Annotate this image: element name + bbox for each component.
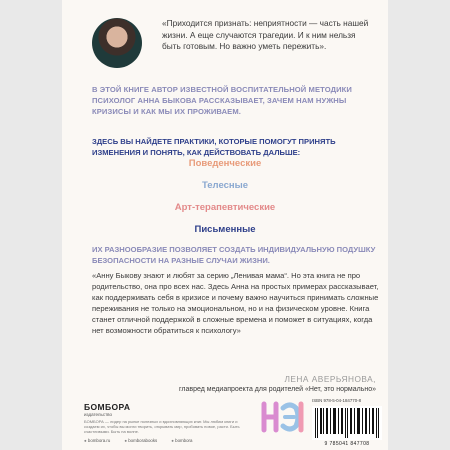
barcode-icon (312, 406, 382, 440)
author-quote: «Приходится признать: неприятности — часть нашей жизни. А еще случаются трагедии. И к ним нельзя быть готовым. Но важно уметь пережить». (162, 18, 369, 51)
method-body: Телесные (201, 180, 249, 191)
publisher-socials (84, 438, 192, 443)
publisher-logo: БОМБОРА (84, 402, 131, 412)
publisher-subtitle: издательство (84, 412, 112, 417)
isbn-label: ISBN 978-5-04-184770-8 (312, 398, 362, 403)
social-link-site[interactable]: ● bombora.ru (84, 438, 110, 443)
method-art-therapy: Арт-терапевтические (174, 202, 276, 213)
nen-logo (258, 398, 308, 436)
social-link-books[interactable]: ● bomborabooks (124, 438, 157, 443)
review-author-role: главред медиапроекта для родителей «Нет, это нормально» (179, 386, 376, 393)
review-text: «Анну Быкову знают и любят за серию „Ленивая мама“. Но эта книга не про родительство, она про всех нас. Здесь Анна на простых примерах рассказывает, как поддерживать себя в кризисе и почему важно научиться принимать сложные переживания не только на эмоциональном, но и на физическом уровне. Книга станет отличной поддержкой в сложные времена и поможет в ситуациях, когда нет возможности обратиться к психологу» (92, 271, 379, 335)
review-author: ЛЕНА АВЕРЬЯНОВА, (284, 374, 376, 384)
practices-intro: ЗДЕСЬ ВЫ НАЙДЕТЕ ПРАКТИКИ, КОТОРЫЕ ПОМОГУТ ПРИНЯТЬ ИЗМЕНЕНИЯ И ПОНЯТЬ, КАК ДЕЙСТВОВАТЬ ДАЛЬШЕ: (92, 137, 336, 157)
author-photo (92, 18, 142, 68)
book-back-cover (62, 0, 388, 450)
method-behavioral: Поведенческие (188, 158, 262, 169)
variety-statement: ИХ РАЗНООБРАЗИЕ ПОЗВОЛЯЕТ СОЗДАТЬ ИНДИВИДУАЛЬНУЮ ПОДУШКУ БЕЗОПАСНОСТИ НА РАЗНЫЕ СЛУЧАИ ЖИЗНИ. (92, 245, 376, 265)
social-link-bombora[interactable]: ● bombora (171, 438, 192, 443)
publisher-description: БОМБОРА — лидер на рынке полезных и вдохновляющих книг. Мы любим книги и создаем их, чтобы вы могли творить, открывать мир, пробовать новое, расти. Быть счастливыми. Быть на волне. (84, 419, 240, 434)
book-introduction: В ЭТОЙ КНИГЕ АВТОР ИЗВЕСТНОЙ ВОСПИТАТЕЛЬНОЙ МЕТОДИКИ ПСИХОЛОГ АННА БЫКОВА РАССКАЗЫВАЕТ, ЗАЧЕМ НАМ НУЖНЫ КРИЗИСЫ И КАК МЫ ИХ ПРОЖИВАЕМ. (92, 85, 352, 116)
method-writing: Письменные (194, 224, 256, 235)
barcode-number: 9 785041 847708 (324, 441, 370, 447)
